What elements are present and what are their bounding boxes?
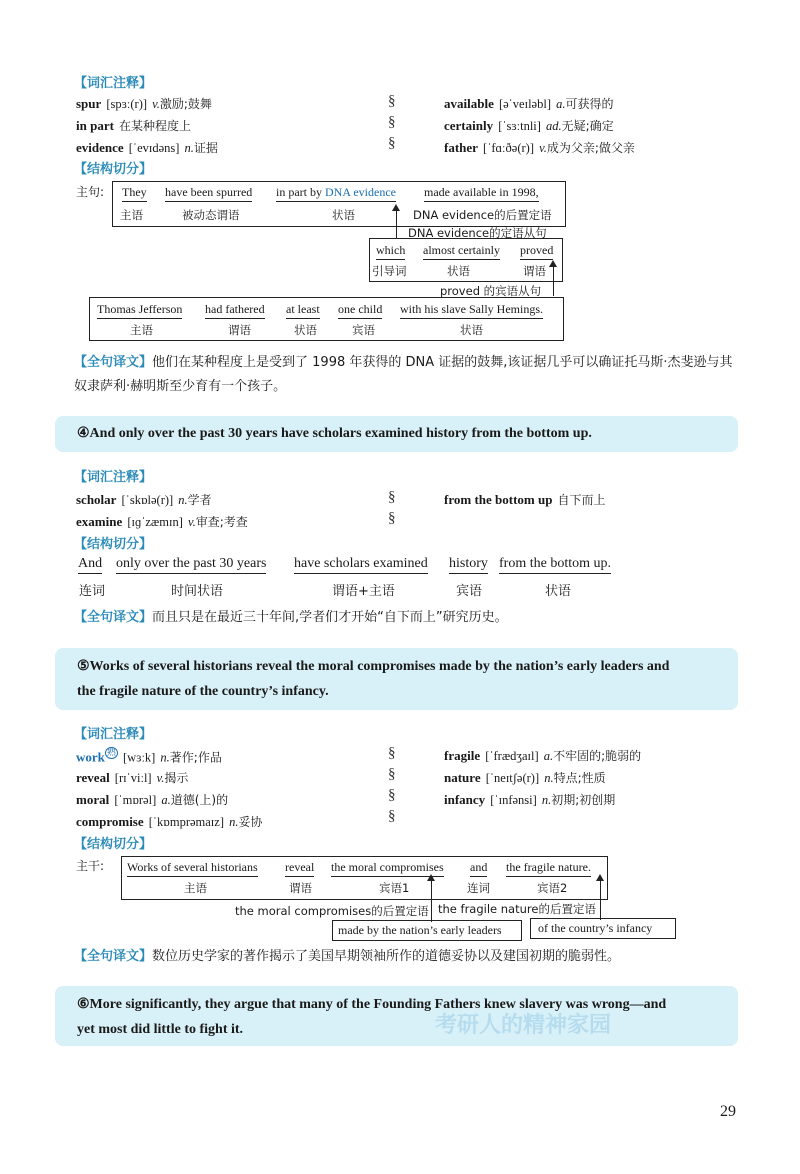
- label-relative: 引导词: [372, 264, 407, 278]
- segment-predicate: proved: [520, 243, 553, 260]
- separator-icon: §: [388, 510, 396, 526]
- vocab-entry: work $^熟$ [wɜːk] n.著作;作品: [76, 748, 222, 765]
- segment-adverbial: only over the past 30 years: [116, 556, 266, 574]
- segment-object: history: [449, 556, 488, 574]
- label-subject: 主语: [130, 323, 153, 337]
- sentence-text: ⑤Works of several historians reveal the moral compromises made by the nation’s early leaders and: [77, 659, 670, 674]
- label-object: 宾语2: [537, 881, 568, 895]
- vocab-entry: scholar [ˈskɒlə(r)] n.学者: [76, 492, 212, 507]
- separator-icon: §: [388, 787, 396, 803]
- separator-icon: §: [388, 114, 396, 130]
- segment-adverbial: with his slave Sally Hemings.: [400, 302, 543, 319]
- separator-icon: §: [388, 93, 396, 109]
- vocab-header: 【词汇注释】: [74, 76, 153, 91]
- translation: 【全句译文】他们在某种程度上是受到了 1998 年获得的 DNA 证据的鼓舞,该证据几乎可以确证托马斯·杰斐逊与其奴隶萨利·赫明斯至少育有一个孩子。: [74, 355, 733, 394]
- vocab-entry: examine [ɪɡˈzæmɪn] v.审查;考查: [76, 514, 248, 529]
- separator-icon: §: [388, 489, 396, 505]
- structure-header: 【结构切分】: [74, 537, 153, 552]
- arrow-up-icon: [392, 204, 400, 211]
- sentence-text: ⑥More significantly, they argue that many of the Founding Fathers knew slavery was wrong—and: [77, 997, 667, 1012]
- arrow-line: [431, 880, 432, 922]
- sentence-banner: [55, 416, 738, 452]
- label-predicate: 谓语: [228, 323, 251, 337]
- segment-subject: They: [122, 185, 147, 202]
- label-adverbial: 状语: [545, 584, 572, 599]
- vocab-entry: compromise [ˈkɒmprəmaɪz] n.妥协: [76, 814, 263, 829]
- segment-adverbial: almost certainly: [423, 243, 500, 260]
- segment-subject: Thomas Jefferson: [97, 302, 182, 319]
- label-predicate: 谓语+主语: [332, 584, 395, 599]
- arrow-up-icon: [596, 874, 604, 881]
- label-subject: 主语: [120, 208, 143, 222]
- arrow-line: [553, 266, 554, 296]
- vocab-entry: father [ˈfɑːðə(r)] v.成为父亲;做父亲: [444, 140, 635, 155]
- vocab-entry: moral [ˈmɒrəl] a.道德(上)的: [76, 792, 229, 807]
- separator-icon: §: [388, 135, 396, 151]
- segment-relative: which: [376, 243, 405, 260]
- segment-subject: Works of several historians: [127, 860, 258, 877]
- vocab-entry: infancy [ˈɪnfənsi] n.初期;初创期: [444, 792, 616, 807]
- separator-icon: §: [388, 745, 396, 761]
- object-clause-label: proved 的宾语从句: [440, 284, 542, 298]
- label-conjunction: 连词: [467, 881, 490, 895]
- vocab-entry: fragile [ˈfrædʒaɪl] a.不牢固的;脆弱的: [444, 748, 642, 763]
- vocab-entry: in part 在某种程度上: [76, 118, 192, 133]
- translation: 【全句译文】数位历史学家的著作揭示了美国早期领袖所作的道德妥协以及建国初期的脆弱性。: [74, 949, 621, 964]
- segment-post-attributive: made by the nation’s early leaders: [338, 923, 502, 937]
- sentence-text: the fragile nature of the country’s infancy.: [77, 684, 329, 699]
- segment-object: one child: [338, 302, 382, 319]
- sentence-text: yet most did little to fight it.: [77, 1022, 244, 1037]
- segment-predicate: reveal: [285, 860, 314, 877]
- sentence-banner: [55, 986, 738, 1046]
- arrow-line: [600, 880, 601, 920]
- label-conjunction: 连词: [79, 584, 106, 599]
- watermark: 考研人的精神家园: [435, 1013, 612, 1038]
- separator-icon: §: [388, 808, 396, 824]
- sentence-banner: [55, 648, 738, 710]
- arrow-up-icon: [549, 260, 557, 267]
- segment-adverbial: at least: [286, 302, 320, 319]
- segment-conjunction: And: [78, 556, 102, 574]
- label-adverbial: 状语: [332, 208, 355, 222]
- vocab-entry: reveal [rɪˈviːl] v.揭示: [76, 770, 189, 785]
- segment-adverbial: in part by DNA evidence: [276, 185, 396, 202]
- segment-object: the moral compromises: [331, 860, 444, 877]
- segment-object: the fragile nature.: [506, 860, 591, 877]
- vocab-header: 【词汇注释】: [74, 727, 153, 742]
- label-object: 宾语1: [379, 881, 410, 895]
- label-adverbial: 状语: [447, 264, 470, 278]
- segment-conjunction: and: [470, 860, 487, 877]
- attributive-clause-label: DNA evidence的定语从句: [408, 226, 547, 240]
- page-number: 29: [720, 1103, 736, 1120]
- label-predicate: 被动态谓语: [182, 208, 240, 222]
- label-object: 宾语: [352, 323, 375, 337]
- arrow-line: [396, 210, 397, 238]
- label-object: 宾语: [456, 584, 483, 599]
- vocab-entry: available [əˈveɪləbl] a.可获得的: [444, 96, 614, 111]
- segment-predicate: had fathered: [205, 302, 265, 319]
- segment-predicate: have scholars examined: [294, 556, 428, 574]
- structure-header: 【结构切分】: [74, 162, 153, 177]
- main-clause-label: 主句:: [76, 185, 105, 199]
- segment-adverbial: from the bottom up.: [499, 556, 611, 574]
- vocab-entry: evidence [ˈevɪdəns] n.证据: [76, 140, 218, 155]
- label-adverbial: 状语: [294, 323, 317, 337]
- label-predicate: 谓语: [523, 264, 546, 278]
- label-predicate: 谓语: [289, 881, 312, 895]
- segment-post-attributive: made available in 1998,: [424, 185, 539, 202]
- vocab-entry: nature [ˈneɪtʃə(r)] n.特点;性质: [444, 770, 606, 785]
- label-post-attributive: DNA evidence的后置定语: [413, 208, 552, 222]
- structure-header: 【结构切分】: [74, 837, 153, 852]
- label-subject: 主语: [184, 881, 207, 895]
- label-adverbial: 时间状语: [171, 584, 224, 599]
- vocab-header: 【词汇注释】: [74, 470, 153, 485]
- post-attributive-label: the fragile nature的后置定语: [438, 902, 596, 916]
- vocab-entry: from the bottom up 自下而上: [444, 492, 606, 507]
- main-trunk-label: 主干:: [76, 859, 105, 873]
- vocab-entry: spur [spɜː(r)] v.激励;鼓舞: [76, 96, 212, 111]
- familiar-badge: 熟: [106, 748, 116, 758]
- segment-post-attributive: of the country’s infancy: [538, 921, 653, 935]
- segment-predicate: have been spurred: [165, 185, 252, 202]
- label-adverbial: 状语: [460, 323, 483, 337]
- arrow-up-icon: [427, 874, 435, 881]
- sentence-text: ④And only over the past 30 years have scholars examined history from the bottom up.: [77, 426, 592, 441]
- post-attributive-label: the moral compromises的后置定语: [235, 904, 429, 918]
- translation: 【全句译文】而且只是在最近三十年间,学者们才开始“自下而上”研究历史。: [74, 610, 508, 625]
- vocab-entry: certainly [ˈsɜːtnli] ad.无疑;确定: [444, 118, 614, 133]
- separator-icon: §: [388, 766, 396, 782]
